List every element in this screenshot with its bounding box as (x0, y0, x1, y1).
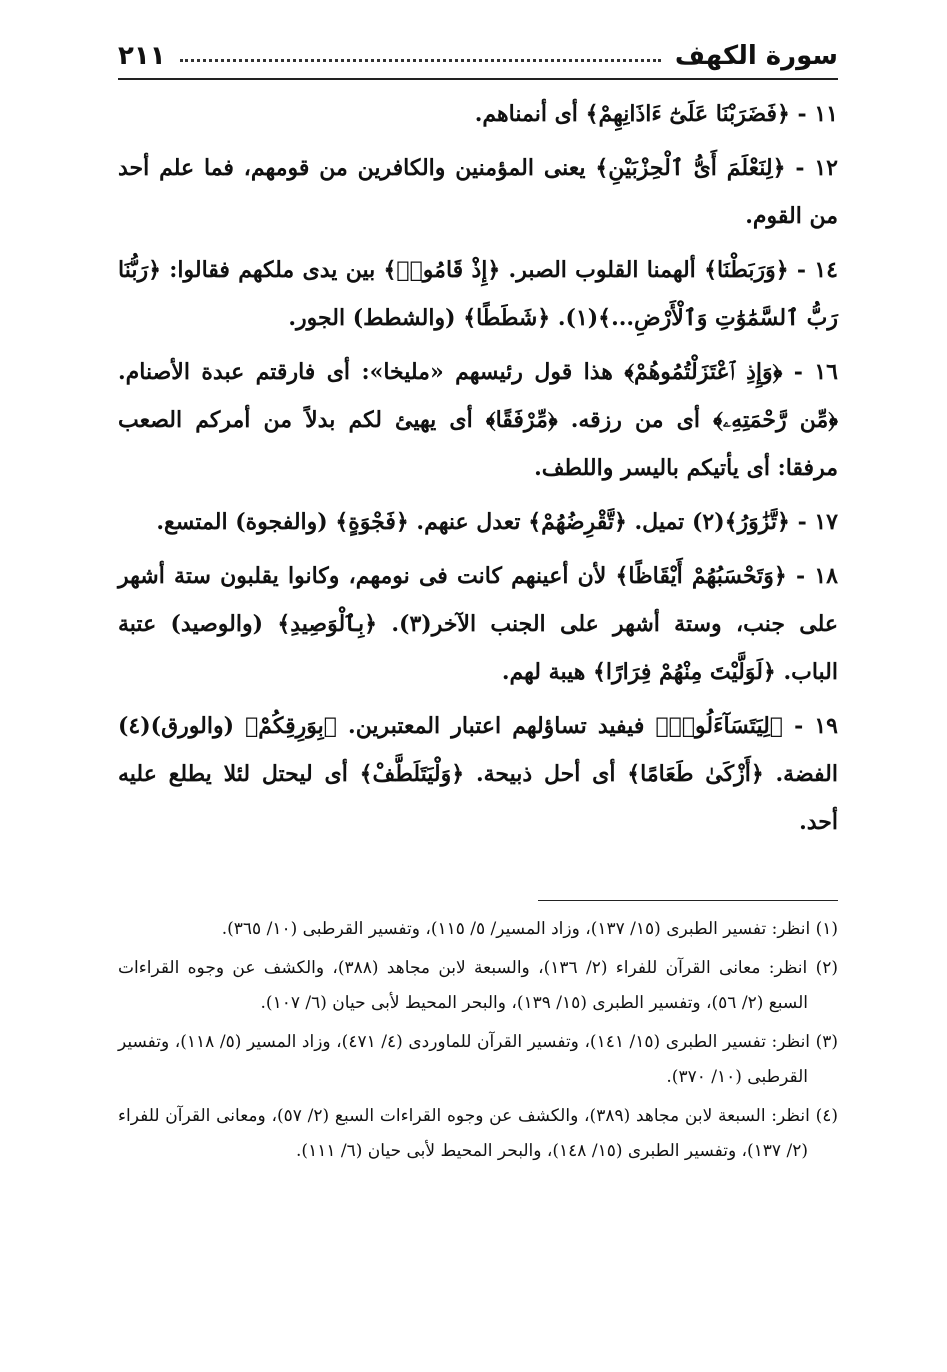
page-header (118, 34, 838, 80)
header-dots (180, 59, 661, 62)
footnote: (٣) انظر: تفسير الطبرى (١٥/ ١٤١)، وتفسير القرآن للماوردى (٤/ ٤٧١)، وزاد المسير (٥/ ١١٨)، وتفسير القرطبى (١٠/ ٣٧٠). (118, 1032, 838, 1087)
verse-entry: ١٦ - ﴿وَإِذِ ٱعْتَزَلْتُمُوهُمْ﴾ هذا قول رئيسهم «مليخا»: أى فارقتم عبدة الأصنام. ﴿مِّن رَّحْمَتِهِۦ﴾ أى من رزقه. ﴿مِّرْفَقًا﴾ أى يهيئ لكم بدلاً من أمركم الصعب مرفقا: أى يأتيكم باليسر واللطف. (118, 359, 838, 481)
page-number: ٢١١ (118, 41, 166, 71)
footnote: (١) انظر: تفسير الطبرى (١٥/ ١٣٧)، وزاد المسير/ ٥/ ١١٥)، وتفسير القرطبى (١٠/ ٣٦٥). (221, 919, 838, 939)
verse-entry: ١٩ - ﴿لِيَتَسَآءَلُوا۟﴾ فيفيد تساؤلهم اعتبار المعتبرين. ﴿بِوَرِقِكُمْ﴾ (والورق)(٤) الفضة. ﴿أَزْكَىٰ طَعَامًا﴾ أى أحل ذبيحة. ﴿وَلْيَتَلَطَّفْ﴾ أى ليحتل لئلا يطلع عليه أحد. (118, 713, 838, 835)
verse-entry: ١٧ - ﴿تَّزَٰوَرُ﴾(٢) تميل. ﴿تَّقْرِضُهُمْ﴾ تعدل عنهم. ﴿فَجْوَةٍ﴾ (والفجوة) المتسع. (156, 509, 838, 535)
footnote-divider (538, 900, 838, 901)
footnotes (118, 912, 838, 1173)
verse-entry: ١٨ - ﴿وَتَحْسَبُهُمْ أَيْقَاظًا﴾ لأن أعينهم كانت فى نومهم، وكانوا يقلبون ستة أشهر على جنب، وستة أشهر على الجنب الآخر(٣). ﴿بِٱلْوَصِيدِ﴾ (والوصيد) عتبة الباب. ﴿لَوَلَّيْتَ مِنْهُمْ فِرَارًا﴾ هيبة لهم. (118, 563, 839, 685)
verse-entry: ١٤ - ﴿وَرَبَطْنَا﴾ ألهمنا القلوب الصبر. ﴿إِذْ قَامُوا۟﴾ بين يدى ملكهم فقالوا: ﴿رَبُّنَا رَبُّ ٱلسَّمَٰوَٰتِ وَٱلْأَرْضِ...﴾(١). ﴿شَطَطًا﴾ (والشطط) الجور. (118, 257, 838, 331)
verse-entry: ١٢ - ﴿لِنَعْلَمَ أَىُّ ٱلْحِزْبَيْنِ﴾ يعنى المؤمنين والكافرين من قومهم، فما علم أحد من القوم. (118, 155, 838, 229)
footnote: (٢) انظر: معانى القرآن للفراء (٢/ ١٣٦)، والسبعة لابن مجاهد (٣٨٨)، والكشف عن وجوه القراءات السبع (٢/ ٥٦)، وتفسير الطبرى (١٥/ ١٣٩)، والبحر المحيط لأبى حيان (٦/ ١٠٧). (118, 958, 838, 1013)
commentary-body (118, 90, 838, 852)
verse-entry: ١١ - ﴿فَضَرَبْنَا عَلَىٰٓ ءَاذَانِهِمْ﴾ أى أنمناهم. (474, 101, 838, 127)
footnote: (٤) انظر: السبعة لابن مجاهد (٣٨٩)، والكشف عن وجوه القراءات السبع (٢/ ٥٧)، ومعانى القرآن للفراء (٢/ ١٣٧)، وتفسير الطبرى (١٥/ ١٤٨)، والبحر المحيط لأبى حيان (٦/ ١١١). (118, 1106, 838, 1161)
surah-title: سورة الكهف (674, 41, 838, 71)
